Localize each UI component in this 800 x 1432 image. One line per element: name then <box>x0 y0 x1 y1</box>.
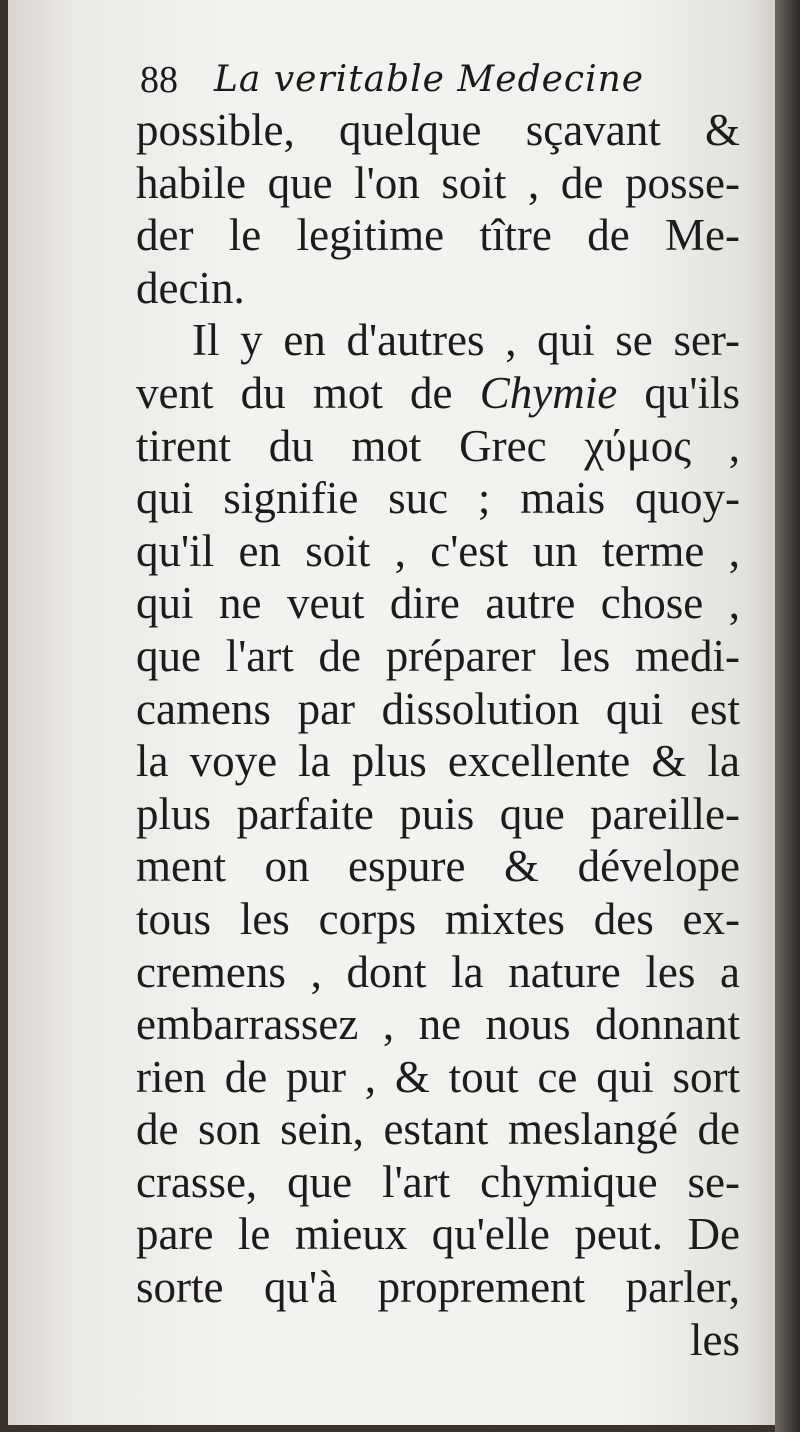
text-line: plus parfaite puis que pareille- <box>136 788 740 839</box>
page-number: 88 <box>140 59 178 101</box>
text-line: la voye la plus excellente & la <box>136 736 740 787</box>
running-head: La veritable Medecine <box>214 59 645 100</box>
text-line: camens par dissolution qui est <box>136 683 740 734</box>
text-line: vent du mot de Chymie qu'ils <box>136 367 740 418</box>
text-line: der le legitime tître de Me- <box>136 210 740 261</box>
page-header <box>140 56 740 104</box>
text-line: possible, quelque sçavant & <box>136 105 740 155</box>
text-line: de son sein, estant meslangé de <box>136 1104 740 1155</box>
text-line: tous les corps mixtes des ex- <box>136 893 740 944</box>
text-line: ment on espure & dévelope <box>136 841 740 892</box>
text-line: sorte qu'à proprement parler, <box>136 1262 740 1313</box>
text-line: qu'il en soit , c'est un terme , <box>136 525 740 576</box>
text-line: cremens , dont la nature les a <box>136 946 740 997</box>
text-line: Il y en d'autres , qui se ser- <box>192 315 740 366</box>
text-line: qui signifie suc ; mais quoy- <box>136 473 740 524</box>
text-line: tirent du mot Grec χύμος , <box>136 420 740 471</box>
page-edge-shadow <box>775 0 800 1432</box>
text-line: pare le mieux qu'elle peut. De <box>136 1209 740 1260</box>
text-line: decin. <box>136 262 245 313</box>
text-line: crasse, que l'art chymique se- <box>136 1156 740 1207</box>
catchword: les <box>690 1314 740 1365</box>
text-line: rien de pur , & tout ce qui sort <box>136 1051 740 1102</box>
body-text <box>136 104 740 1366</box>
text-line: que l'art de préparer les medi- <box>136 630 740 681</box>
text-line: habile que l'on soit , de posse- <box>136 157 740 208</box>
text-line: embarrassez , ne nous donnant <box>136 999 740 1050</box>
text-line: qui ne veut dire autre chose , <box>136 578 740 629</box>
